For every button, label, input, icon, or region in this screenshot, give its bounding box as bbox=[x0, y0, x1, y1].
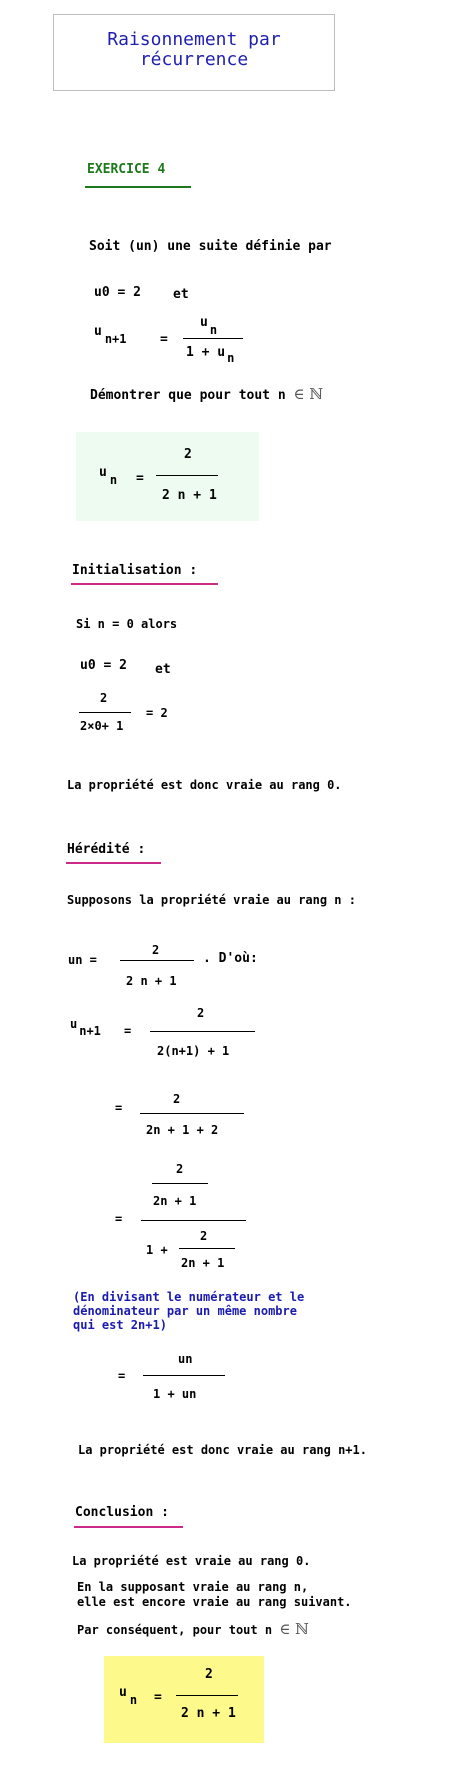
conclusion-heading: Conclusion : bbox=[75, 1505, 169, 1520]
step3-eq: = bbox=[115, 1212, 123, 1226]
step3-top-num: 2 bbox=[176, 1162, 184, 1176]
conclusion-l4-text: Par conséquent, pour tout n bbox=[77, 1623, 273, 1637]
rec-den-text: 1 + u bbox=[186, 345, 226, 360]
final-lhs-sub: n bbox=[129, 1693, 138, 1707]
rec-lhs-u: u bbox=[94, 324, 102, 339]
conclusion-line-1: La propriété est vraie au rang 0. bbox=[72, 1554, 311, 1568]
prove-label: Démontrer que pour tout n bbox=[90, 388, 286, 403]
init-u0: u0 = 2 bbox=[80, 658, 127, 673]
heredite-un-bar bbox=[120, 960, 194, 961]
step4-num: un bbox=[178, 1352, 193, 1366]
final-formula-box bbox=[104, 1656, 264, 1743]
step1-num: 2 bbox=[197, 1006, 205, 1020]
title-box bbox=[53, 14, 335, 91]
final-eq: = bbox=[154, 1690, 162, 1705]
step2-den: 2n + 1 + 2 bbox=[146, 1123, 219, 1137]
init-et: et bbox=[155, 662, 171, 677]
step1-lhs-sub: n+1 bbox=[79, 1024, 101, 1038]
step3-top-bar bbox=[152, 1183, 208, 1184]
step2-eq: = bbox=[115, 1101, 123, 1115]
step2-num: 2 bbox=[173, 1092, 181, 1106]
formula-lhs-u: u bbox=[99, 465, 107, 480]
step3-main-bar bbox=[141, 1220, 246, 1221]
step1-eq: = bbox=[124, 1024, 132, 1038]
conclusion-line-2: En la supposant vraie au rang n, bbox=[77, 1580, 309, 1594]
note-line-3: qui est 2n+1) bbox=[73, 1318, 167, 1332]
rec-num-sub: n bbox=[209, 323, 218, 337]
init-fraction-bar bbox=[79, 712, 131, 713]
prove-text bbox=[90, 387, 323, 402]
page-title bbox=[54, 30, 334, 70]
formula-fraction-bar bbox=[156, 475, 218, 476]
init-eq2: = 2 bbox=[146, 706, 168, 720]
division-note bbox=[73, 1290, 304, 1332]
heredite-suppose: Supposons la propriété vraie au rang n : bbox=[67, 893, 356, 907]
statement-et: et bbox=[173, 287, 189, 302]
exercise-underline bbox=[85, 186, 191, 188]
statement-intro: Soit (un) une suite définie par bbox=[89, 239, 332, 254]
heredite-donc: . D'où: bbox=[203, 951, 258, 966]
rec-den bbox=[186, 345, 235, 365]
final-den: 2 n + 1 bbox=[181, 1706, 236, 1721]
exercise-heading: EXERCICE 4 bbox=[87, 162, 166, 177]
init-heading: Initialisation : bbox=[72, 563, 198, 578]
title-line-1: Raisonnement par bbox=[107, 29, 281, 50]
heredite-un-num: 2 bbox=[152, 943, 160, 957]
step2-bar bbox=[140, 1113, 244, 1114]
statement-u0: u0 = 2 bbox=[94, 285, 141, 300]
note-line-1: (En divisant le numérateur et le bbox=[73, 1290, 305, 1304]
init-conclusion: La propriété est donc vraie au rang 0. bbox=[67, 778, 342, 792]
conclusion-underline bbox=[74, 1526, 183, 1528]
step3-bot-bar bbox=[179, 1248, 235, 1249]
rec-lhs bbox=[94, 324, 127, 346]
formula-lhs bbox=[99, 465, 118, 487]
formula-lhs-sub: n bbox=[109, 473, 118, 487]
step3-bot-prefix: 1 + bbox=[146, 1243, 168, 1257]
final-lhs-u: u bbox=[119, 1685, 127, 1700]
step4-bar bbox=[143, 1375, 225, 1376]
rec-den-sub: n bbox=[227, 351, 235, 365]
step4-eq: = bbox=[118, 1369, 126, 1383]
step1-den: 2(n+1) + 1 bbox=[157, 1044, 230, 1058]
conclusion-natural-numbers-symbol: ∈ ℕ bbox=[279, 1620, 309, 1638]
rec-num-u: u bbox=[200, 315, 208, 330]
step1-lhs bbox=[70, 1017, 101, 1038]
init-num: 2 bbox=[100, 691, 108, 705]
init-si: Si n = 0 alors bbox=[76, 617, 178, 631]
heredite-un-den: 2 n + 1 bbox=[126, 974, 177, 988]
step4-den: 1 + un bbox=[153, 1387, 197, 1401]
step1-lhs-u: u bbox=[70, 1017, 78, 1031]
heredite-heading: Hérédité : bbox=[67, 842, 146, 857]
final-lhs bbox=[119, 1685, 138, 1707]
heredite-conclusion: La propriété est donc vraie au rang n+1. bbox=[78, 1443, 367, 1457]
conclusion-line-3: elle est encore vraie au rang suivant. bbox=[77, 1595, 352, 1609]
heredite-underline bbox=[66, 862, 161, 864]
formula-den: 2 n + 1 bbox=[162, 488, 217, 503]
rec-fraction-bar bbox=[183, 338, 243, 339]
rec-lhs-sub: n+1 bbox=[104, 332, 127, 346]
step1-bar bbox=[150, 1031, 255, 1032]
final-num: 2 bbox=[205, 1667, 213, 1682]
conclusion-line-4 bbox=[77, 1622, 309, 1637]
natural-numbers-symbol: ∈ ℕ bbox=[293, 385, 324, 403]
step3-bot-den: 2n + 1 bbox=[181, 1256, 225, 1270]
rec-eq: = bbox=[160, 332, 168, 347]
rec-num bbox=[200, 315, 218, 337]
formula-num: 2 bbox=[184, 447, 192, 462]
formula-eq: = bbox=[136, 471, 144, 486]
title-line-2: récurrence bbox=[139, 49, 249, 70]
note-line-2: dénominateur par un même nombre bbox=[73, 1304, 297, 1318]
step3-top-den: 2n + 1 bbox=[153, 1194, 197, 1208]
step3-bot-num: 2 bbox=[200, 1229, 208, 1243]
final-fraction-bar bbox=[176, 1695, 238, 1696]
init-underline bbox=[71, 583, 218, 585]
init-den: 2×0+ 1 bbox=[80, 719, 124, 733]
heredite-un-lhs: un = bbox=[68, 953, 97, 967]
